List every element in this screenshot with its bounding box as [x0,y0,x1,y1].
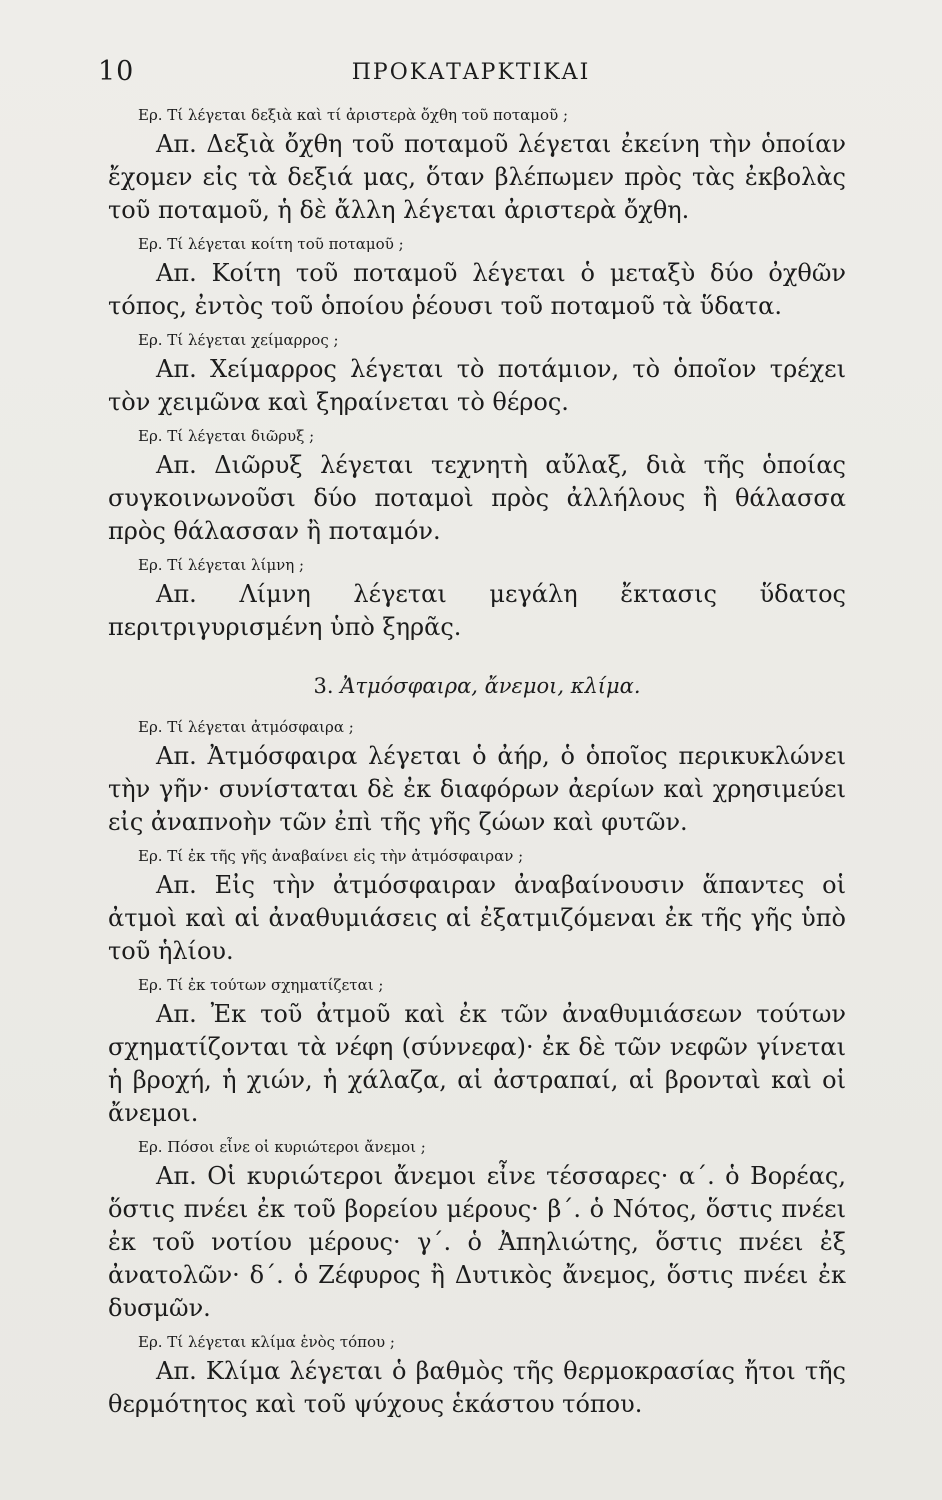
question-1: Ερ. Τί λέγεται δεξιὰ καὶ τί ἀριστερὰ ὄχθη τοῦ ποταμοῦ ; [138,106,569,124]
answer-3: Απ. Χείμαρρος λέγεται τὸ ποτάμιον, τὸ ὁποῖον τρέχει τὸν χειμῶνα καὶ ξηραίνεται τὸ θέρος. [108,355,846,416]
answer-9: Απ. Οἱ κυριώτεροι ἄνεμοι εἶνε τέσσαρες· α΄. ὁ Βορέας, ὅστις πνέει ἐκ τοῦ βορείου μέρους· β΄. ὁ Νότος, ὅστις πνέει ἐκ τοῦ νοτίου μέρους· γ΄. ὁ Ἀπηλιώτης, ὅστις πνέει ἐξ ἀνατολῶν· δ΄. ὁ Ζέφυρος ἢ Δυτικὸς ἄνεμος, ὅστις πνέει ἐκ δυσμῶν. [108,1162,846,1322]
answer-10: Απ. Κλίμα λέγεται ὁ βαθμὸς τῆς θερμοκρασίας ἤτοι τῆς θερμότητος καὶ τοῦ ψύχους ἑκάστου τόπου. [108,1357,846,1418]
section-heading [108,674,846,698]
answer-7: Απ. Εἰς τὴν ἀτμόσφαιραν ἀναβαίνουσιν ἅπαντες οἱ ἀτμοὶ καὶ αἱ ἀναθυμιάσεις αἱ ἐξατμιζόμεναι ἐκ τῆς γῆς ὑπὸ τοῦ ἡλίου. [108,871,846,965]
running-title: ΠΡΟΚΑΤΑΡΚΤΙΚΑΙ [351,60,591,85]
section-number: 3. [313,674,334,698]
answer-4: Απ. Διῶρυξ λέγεται τεχνητὴ αὔλαξ, διὰ τῆς ὁποίας συγκοινωνοῦσι δύο ποταμοὶ πρὸς ἀλλήλους ἢ θάλασσα πρὸς θάλασσαν ἢ ποταμόν. [108,451,846,545]
body-text [108,102,846,1427]
question-10: Ερ. Τί λέγεται κλίμα ἑνὸς τόπου ; [138,1333,395,1351]
question-5: Ερ. Τί λέγεται λίμνη ; [138,556,305,574]
question-9: Ερ. Πόσοι εἶνε οἱ κυριώτεροι ἄνεμοι ; [138,1138,426,1156]
answer-1: Απ. Δεξιὰ ὄχθη τοῦ ποταμοῦ λέγεται ἐκείνη τὴν ὁποίαν ἔχομεν εἰς τὰ δεξιά μας, ὅταν βλέπωμεν πρὸς τὰς ἐκβολὰς τοῦ ποταμοῦ, ἡ δὲ ἄλλη λέγεται ἀριστερὰ ὄχθη. [108,130,846,224]
page-header [0,52,942,92]
question-2: Ερ. Τί λέγεται κοίτη τοῦ ποταμοῦ ; [138,235,404,253]
question-8: Ερ. Τί ἐκ τούτων σχηματίζεται ; [138,976,384,994]
question-6: Ερ. Τί λέγεται ἀτμόσφαιρα ; [138,718,354,736]
answer-8: Απ. Ἐκ τοῦ ἀτμοῦ καὶ ἐκ τῶν ἀναθυμιάσεων τούτων σχηματίζονται τὰ νέφη (σύννεφα)· ἐκ δὲ τῶν νεφῶν γίνεται ἡ βροχή, ἡ χιών, ἡ χάλαζα, αἱ ἀστραπαί, αἱ βρονταὶ καὶ οἱ ἄνεμοι. [108,1000,846,1127]
question-7: Ερ. Τί ἐκ τῆς γῆς ἀναβαίνει εἰς τὴν ἀτμόσφαιραν ; [138,847,524,865]
answer-2: Απ. Κοίτη τοῦ ποταμοῦ λέγεται ὁ μεταξὺ δύο ὀχθῶν τόπος, ἐντὸς τοῦ ὁποίου ῥέουσι τοῦ ποταμοῦ τὰ ὕδατα. [108,259,846,320]
page-number: 10 [98,56,135,87]
answer-5: Απ. Λίμνη λέγεται μεγάλη ἔκτασις ὕδατος περιτριγυρισμένη ὑπὸ ξηρᾶς. [108,580,846,641]
question-4: Ερ. Τί λέγεται διῶρυξ ; [138,427,315,445]
answer-6: Απ. Ἀτμόσφαιρα λέγεται ὁ ἀήρ, ὁ ὁποῖος περικυκλώνει τὴν γῆν· συνίσταται δὲ ἐκ διαφόρων ἀερίων καὶ χρησιμεύει εἰς ἀναπνοὴν τῶν ἐπὶ τῆς γῆς ζώων καὶ φυτῶν. [108,742,846,836]
section-title: Ἀτμόσφαιρα, ἄνεμοι, κλίμα. [340,674,641,698]
question-3: Ερ. Τί λέγεται χείμαρρος ; [138,331,339,349]
